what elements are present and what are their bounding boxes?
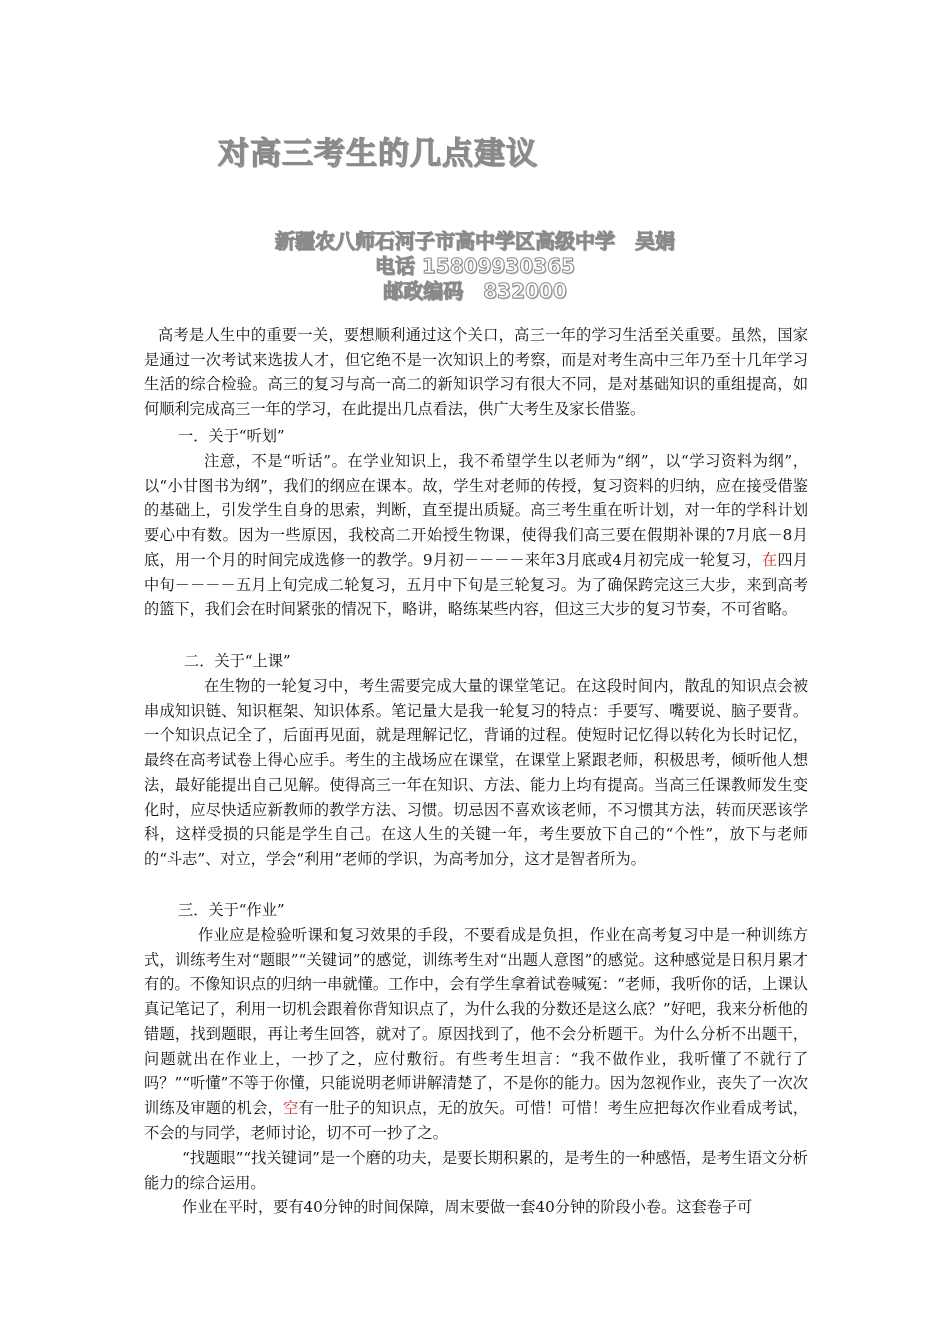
section-1-heading: 一．关于“听划” bbox=[178, 427, 285, 445]
section-3-red-char: 空 bbox=[283, 1098, 299, 1117]
section-3-body-3 bbox=[144, 1195, 808, 1220]
section-1-red-char: 在 bbox=[761, 550, 778, 569]
section-1-body bbox=[144, 449, 808, 622]
section-3-body bbox=[144, 923, 808, 1145]
section-3-paragraph-3: 作业在平时，要有40分钟的时间保障，周末要做一套40分钟的阶段小卷。这套卷子可 bbox=[182, 1198, 753, 1216]
section-1-text-a: 注意，不是“听话”。在学业知识上，我不希望学生以老师为“纲”，以“学习资料为纲”，以“小甘图书为纲”，我们的纲应在课本。故，学生对老师的传授，复习资料的归纳，应在接受借鉴的基础上，引发学生自身的思索，判断，直至提出质疑。高三考生重在听计划，对一年的学科计划要心中有数。因为一些原因，我校高二开始授生物课，使得我们高三要在假期补课的7月底－8月底，用一个月的时间完成选修一的教学。9月初－－－－来年3月底或4月初完成一轮复习， bbox=[144, 452, 808, 569]
author-postcode: 邮政编码 832000 bbox=[383, 279, 567, 303]
section-3-paragraph bbox=[144, 923, 808, 1145]
intro-paragraph-block bbox=[144, 323, 808, 422]
section-3-body-2 bbox=[144, 1146, 808, 1195]
section-3-text-a: 作业应是检验听课和复习效果的手段，不要看成是负担，作业在高考复习中是一种训练方式，训练考生对“题眼”“关键词”的感觉，训练考生对“出题人意图”的感觉。这种感觉是日积月累才有的。不像知识点的归纳一串就懂。工作中，会有学生拿着试卷喊冤：“老师，我听你的话，上课认真记笔记了，利用一切机会跟着你背知识点了，为什么我的分数还是这么底？”好吧，我来分析他的错题，找到题眼，再让考生回答，就对了。原因找到了，他不会分析题干。为什么分析不出题干，问题就出在作业上，一抄了之，应付敷衍。有些考生坦言：“我不做作业，我听懂了不就行了吗？”“听懂”不等于你懂，只能说明老师讲解清楚了，不是你的能力。因为忽视作业，丧失了一次次训练及审题的机会， bbox=[144, 926, 808, 1117]
document-title: 对高三考生的几点建议 bbox=[218, 136, 538, 172]
section-1-text-b: 四月中旬－－－－五月上旬完成二轮复习，五月中下旬是三轮复习。为了确保跨完这三大步，来到高考的篮下，我们会在时间紧张的情况下，略讲，略练某些内容，但这三大步的复习节奏，不可省略。 bbox=[144, 550, 808, 619]
section-2-body bbox=[144, 674, 808, 872]
section-3-heading: 三．关于“作业” bbox=[178, 901, 285, 919]
section-2-heading: 二．关于“上课” bbox=[184, 652, 291, 670]
intro-paragraph: 高考是人生中的重要一关，要想顺利通过这个关口，高三一年的学习生活至关重要。虽然，国家是通过一次考试来选拔人才，但它绝不是一次知识上的考察，而是对考生高中三年乃至十几年学习生活的综合检验。高三的复习与高一高二的新知识学习有很大不同，是对基础知识的重组提高，如何顺利完成高三一年的学习，在此提出几点看法，供广大考生及家长借鉴。 bbox=[144, 326, 808, 419]
section-1-paragraph bbox=[144, 449, 808, 622]
section-3-paragraph-2: “找题眼”“找关键词”是一个磨的功夫，是要长期积累的，是考生的一种感悟，是考生语文分析能力的综合运用。 bbox=[144, 1149, 808, 1192]
section-2-paragraph: 在生物的一轮复习中，考生需要完成大量的课堂笔记。在这段时间内，散乱的知识点会被串成知识链、知识框架、知识体系。笔记量大是我一轮复习的特点：手要写、嘴要说、脑子要背。一个知识点记全了，后面再见面，就是理解记忆，背诵的过程。使短时记忆得以转化为长时记忆，最终在高考试卷上得心应手。考生的主战场应在课堂，在课堂上紧跟老师，积极思考，倾听他人想法，最好能提出自己见解。使得高三一年在知识、方法、能力上均有提高。当高三任课教师发生变化时，应尽快适应新教师的教学方法、习惯。切忌因不喜欢该老师，不习惯其方法，转而厌恶该学科，这样受损的只能是学生自己。在这人生的关键一年，考生要放下自己的“个性”，放下与老师的“斗志”、对立，学会“利用”老师的学识，为高考加分，这才是智者所为。 bbox=[144, 677, 808, 868]
author-affiliation: 新疆农八师石河子市高中学区高级中学 吴娟 bbox=[275, 229, 675, 253]
section-3-text-b: 有一肚子的知识点，无的放矢。可惜！可惜！考生应把每次作业看成考试，不会的与同学，老师讨论，切不可一抄了之。 bbox=[144, 1098, 809, 1142]
author-phone: 电话 15809930365 bbox=[374, 254, 576, 278]
